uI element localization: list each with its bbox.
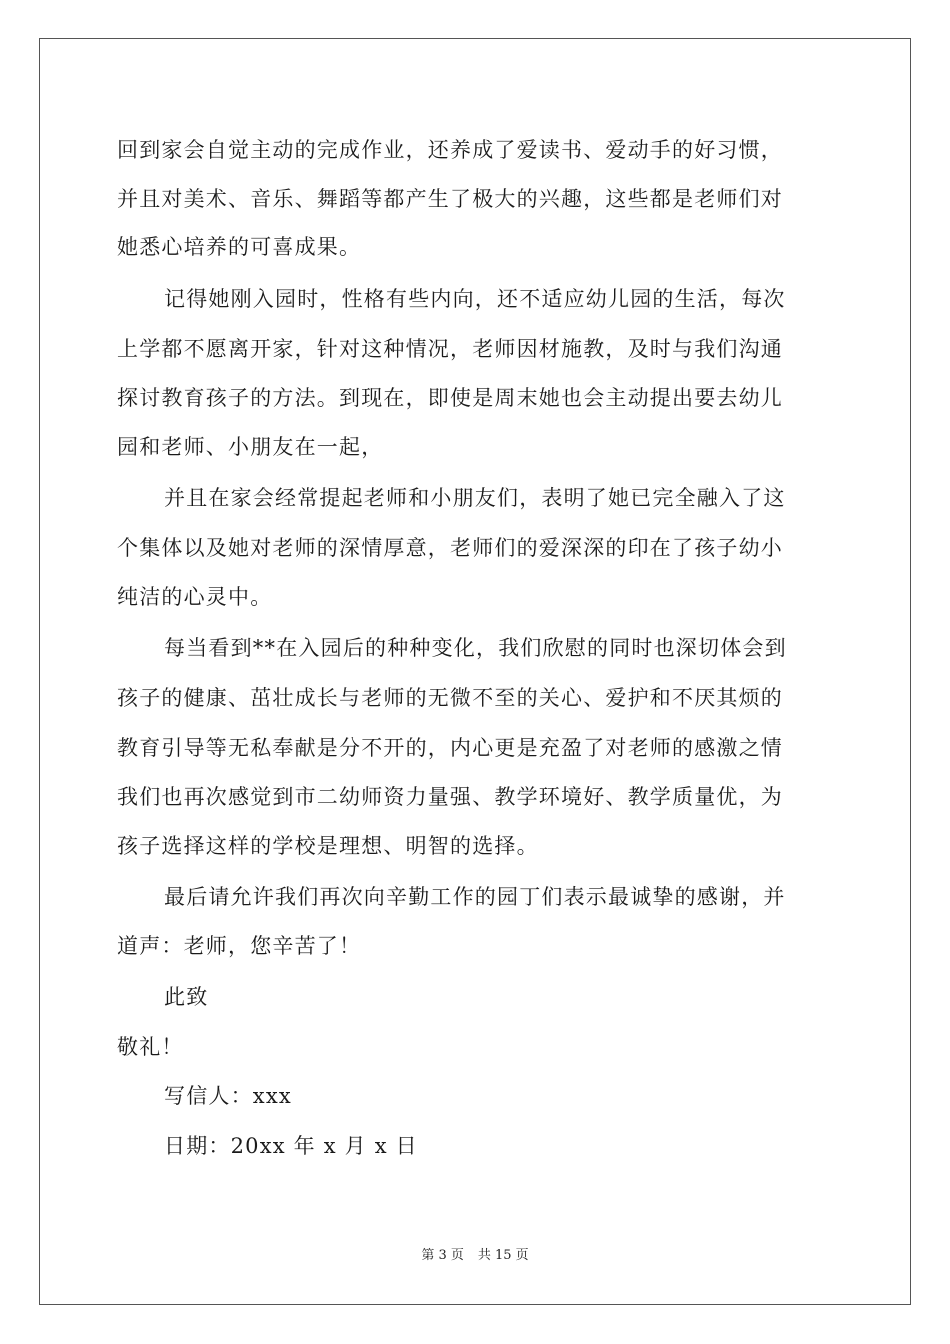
paragraph-start-line: 记得她刚入园时，性格有些内向，还不适应幼儿园的生活，每次 [164,287,786,311]
body-line: 孩子选择这样的学校是理想、明智的选择。 [117,834,539,858]
body-line: 回到家会自觉主动的完成作业，还养成了爱读书、爱动手的好习惯， [117,138,783,162]
closing-regards: 敬礼！ [117,1035,184,1059]
body-line: 道声：老师，您辛苦了！ [117,934,362,958]
page-total: 共 15 页 [477,1248,529,1263]
paragraph-start-line: 最后请允许我们再次向辛勤工作的园丁们表示最诚挚的感谢，并 [164,885,786,909]
page-border [39,38,911,1305]
body-line: 孩子的健康、茁壮成长与老师的无微不至的关心、爱护和不厌其烦的 [117,686,783,710]
closing-salutation: 此致 [164,985,209,1009]
body-line: 探讨教育孩子的方法。到现在，即使是周末她也会主动提出要去幼儿 [117,386,783,410]
body-line: 教育引导等无私奉献是分不开的，内心更是充盈了对老师的感激之情 [117,736,783,760]
paragraph-start-line: 每当看到**在入园后的种种变化，我们欣慰的同时也深切体会到 [164,636,787,660]
body-line: 个集体以及她对老师的深情厚意，老师们的爱深深的印在了孩子幼小 [117,536,783,560]
body-line: 园和老师、小朋友在一起， [117,435,384,459]
body-line: 上学都不愿离开家，针对这种情况，老师因材施教，及时与我们沟通 [117,337,783,361]
signature-line: 写信人：xxx [164,1084,292,1108]
body-line: 并且对美术、音乐、舞蹈等都产生了极大的兴趣，这些都是老师们对 [117,187,783,211]
page-footer [0,1247,950,1265]
body-line: 我们也再次感觉到市二幼师资力量强、教学环境好、教学质量优，为 [117,785,783,809]
page-number: 第 3 页 [421,1248,464,1263]
body-line: 她悉心培养的可喜成果。 [117,235,362,259]
date-line: 日期：20xx 年 x 月 x 日 [164,1134,418,1158]
body-line: 纯洁的心灵中。 [117,585,273,609]
paragraph-start-line: 并且在家会经常提起老师和小朋友们，表明了她已完全融入了这 [164,486,786,510]
